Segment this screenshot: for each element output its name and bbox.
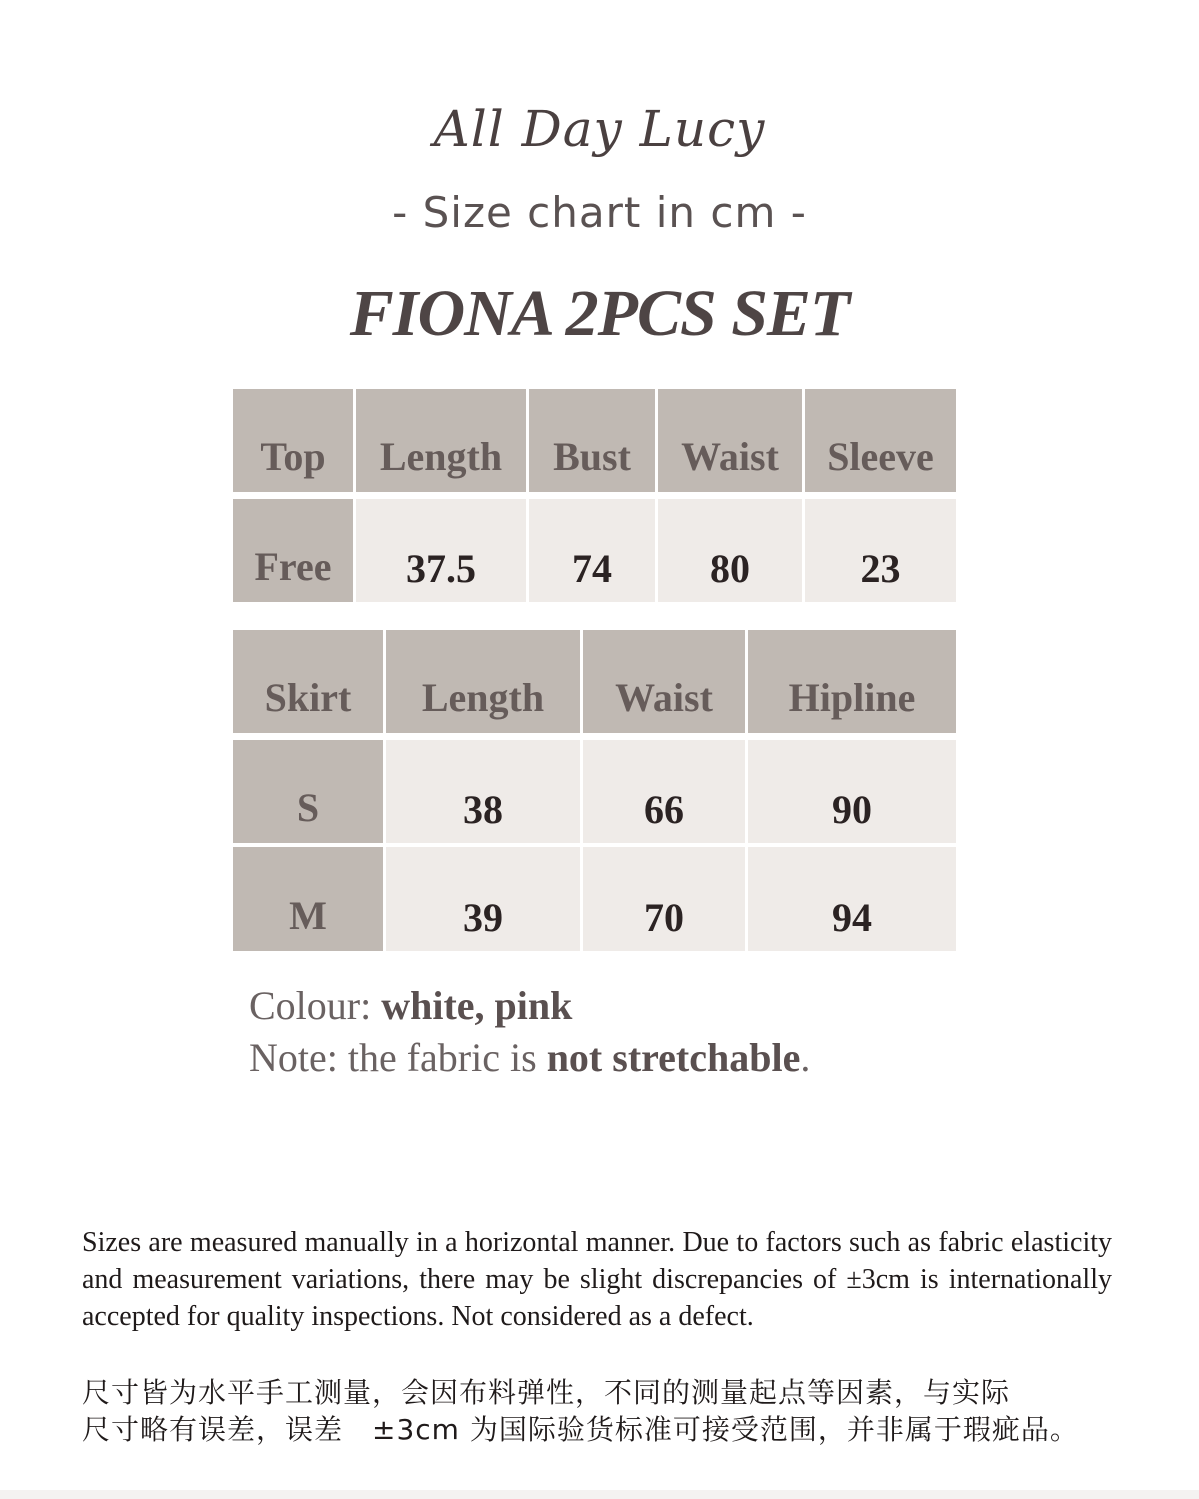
top-header-label: Top (233, 389, 353, 492)
skirt-header-label: Skirt (233, 630, 383, 733)
note-suffix: . (800, 1035, 811, 1080)
top-header-length: Length (356, 389, 526, 492)
skirt-cell-hipline: 94 (748, 847, 956, 951)
top-cell-length: 37.5 (356, 499, 526, 602)
disclaimer-chinese-line: 尺寸皆为水平手工测量，会因布料弹性，不同的测量起点等因素，与实际 (82, 1376, 1011, 1409)
top-header-waist: Waist (658, 389, 802, 492)
colour-label: Colour: (249, 983, 382, 1028)
skirt-header-waist: Waist (583, 630, 745, 733)
top-row-size: Free (233, 499, 353, 602)
skirt-header-length: Length (386, 630, 580, 733)
product-title: FIONA 2PCS SET (349, 277, 850, 350)
colour-line (249, 982, 572, 1029)
disclaimer-chinese-line: 尺寸略有误差，误差 ±3cm 为国际验货标准可接受范围，并非属于瑕疵品。 (82, 1413, 1079, 1446)
disclaimer-english: Sizes are measured manually in a horizontal manner. Due to factors such as fabric elasticity and measurement variations, there may be slight discrepancies of ±3cm is internationally accepted for quality inspections. Not considered as a defect. (82, 1227, 1112, 1332)
brand-logo: All Day Lucy (433, 100, 766, 158)
skirt-cell-hipline: 90 (748, 740, 956, 843)
page-subtitle: - Size chart in cm - (392, 188, 807, 237)
top-cell-sleeve: 23 (805, 499, 956, 602)
skirt-cell-length: 38 (386, 740, 580, 843)
skirt-row-size: M (233, 847, 383, 951)
skirt-cell-waist: 70 (583, 847, 745, 951)
top-cell-waist: 80 (658, 499, 802, 602)
bottom-divider (0, 1490, 1199, 1499)
disclaimer-chinese (82, 1374, 1162, 1448)
note-line (249, 1034, 810, 1081)
skirt-cell-length: 39 (386, 847, 580, 951)
note-label: Note: the fabric is (249, 1035, 547, 1080)
skirt-cell-waist: 66 (583, 740, 745, 843)
top-header-sleeve: Sleeve (805, 389, 956, 492)
skirt-header-hipline: Hipline (748, 630, 956, 733)
skirt-row-size: S (233, 740, 383, 843)
note-value: not stretchable (546, 1035, 801, 1080)
top-header-bust: Bust (529, 389, 655, 492)
colour-value: white, pink (381, 983, 573, 1028)
top-cell-bust: 74 (529, 499, 655, 602)
